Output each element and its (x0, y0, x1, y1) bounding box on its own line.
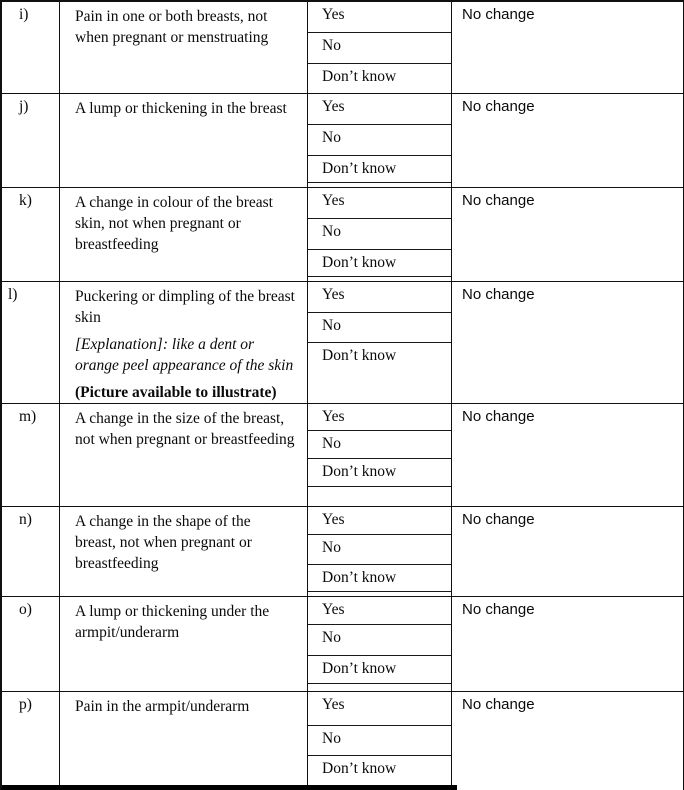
response-options (308, 692, 452, 790)
option-no: No (308, 219, 451, 250)
row-label-cell (2, 94, 60, 187)
row-label: i) (19, 6, 29, 23)
row-label-cell (2, 692, 60, 790)
option-yes: Yes (308, 94, 451, 125)
answer-text: No change (462, 408, 535, 425)
table-row (2, 94, 683, 188)
row-label: p) (19, 696, 32, 713)
response-options (308, 282, 452, 403)
option-no: No (308, 431, 451, 459)
row-label-cell (2, 282, 60, 403)
table-row (2, 692, 683, 790)
table-row (2, 597, 683, 692)
row-description (60, 692, 308, 790)
row-label: l) (8, 286, 18, 303)
option-dont-know: Don’t know (322, 347, 397, 364)
answer-cell (452, 94, 683, 187)
option-no: No (308, 625, 451, 656)
row-label: o) (19, 601, 32, 618)
row-label-cell (2, 597, 60, 691)
option-dont-know: Don’t know (322, 760, 397, 777)
answer-text: No change (462, 286, 535, 303)
option-yes: Yes (308, 597, 451, 625)
description-paragraph: A change in the shape of the breast, not when pregnant or breastfeeding (75, 513, 252, 572)
option-yes: Yes (308, 282, 451, 313)
table-row (2, 404, 683, 507)
row-description (60, 597, 308, 691)
table-row (2, 188, 683, 282)
row-label-cell (2, 507, 60, 596)
description-paragraph: Pain in the armpit/underarm (75, 698, 250, 715)
table-row (2, 507, 683, 597)
row-description (60, 94, 308, 187)
row-label: k) (19, 192, 32, 209)
option-dont-know: Don’t know (308, 565, 451, 592)
description-paragraph: A change in colour of the breast skin, not when pregnant or breastfeeding (75, 194, 273, 253)
answer-cell (452, 2, 683, 93)
answer-cell (452, 597, 683, 691)
option-dont-know: Don’t know (322, 68, 397, 85)
option-no: No (308, 535, 451, 565)
option-dont-know: Don’t know (308, 156, 451, 183)
row-description (60, 2, 308, 93)
row-label-cell (2, 2, 60, 93)
row-description (60, 507, 308, 596)
table-row (2, 2, 683, 94)
option-yes: Yes (308, 507, 451, 535)
description-paragraph: A change in the size of the breast, not when pregnant or breastfeeding (75, 410, 295, 448)
row-label: m) (19, 408, 37, 425)
option-yes: Yes (308, 692, 451, 726)
answer-text: No change (462, 6, 535, 23)
response-options (308, 2, 452, 93)
answer-cell (452, 507, 683, 596)
row-description (60, 404, 308, 506)
answer-cell (452, 282, 683, 403)
table-row (2, 282, 683, 404)
answer-text: No change (462, 601, 535, 618)
option-no: No (308, 313, 451, 343)
response-options (308, 404, 452, 506)
option-yes: Yes (308, 188, 451, 219)
option-dont-know: Don’t know (308, 250, 451, 277)
option-dont-know: Don’t know (308, 656, 451, 684)
option-no: No (308, 726, 451, 756)
option-no: No (308, 125, 451, 156)
page-bottom-border (2, 785, 457, 790)
option-yes: Yes (308, 404, 451, 431)
row-label-cell (2, 404, 60, 506)
row-label-cell (2, 188, 60, 281)
option-yes: Yes (308, 2, 451, 33)
row-label: n) (19, 511, 32, 528)
option-no: No (308, 33, 451, 64)
option-dont-know: Don’t know (308, 459, 451, 487)
answer-text: No change (462, 511, 535, 528)
description-paragraph: A lump or thickening under the armpit/underarm (75, 603, 270, 641)
response-options (308, 94, 452, 187)
row-description (60, 282, 308, 403)
response-options (308, 188, 452, 281)
answer-text: No change (462, 696, 535, 713)
answer-cell (452, 692, 683, 790)
description-paragraph: A lump or thickening in the breast (75, 100, 287, 117)
answer-cell (452, 404, 683, 506)
response-options (308, 597, 452, 691)
answer-cell (452, 188, 683, 281)
description-explanation: [Explanation]: like a dent or orange peel appearance of the skin (75, 336, 294, 374)
response-options (308, 507, 452, 596)
description-paragraph: Pain in one or both breasts, not when pregnant or menstruating (75, 8, 269, 46)
description-paragraph: Puckering or dimpling of the breast skin (75, 288, 295, 326)
answer-text: No change (462, 192, 535, 209)
row-label: j) (19, 98, 29, 115)
answer-text: No change (462, 98, 535, 115)
description-note: (Picture available to illustrate) (75, 384, 277, 401)
row-description (60, 188, 308, 281)
